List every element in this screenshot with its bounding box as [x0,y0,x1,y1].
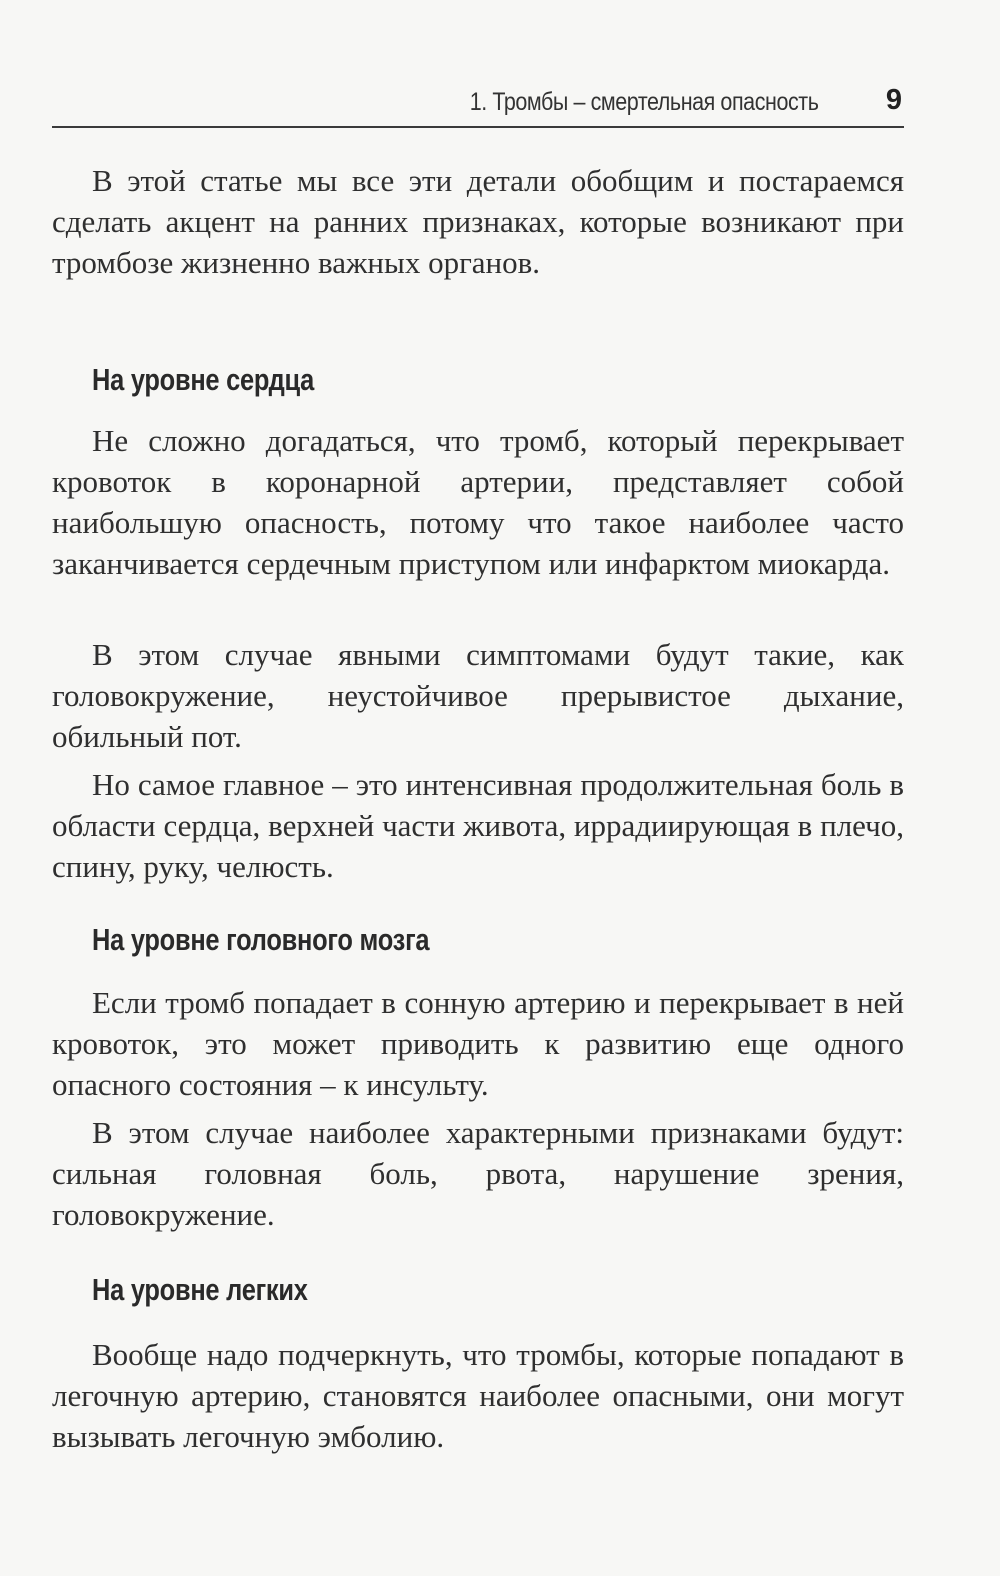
heart-paragraph-3: Но самое главное – это интенсивная продолжительная боль в области сердца, верхней части живота, иррадиирующая в плечо, спину, руку, челюсть. [52,767,904,884]
brain-paragraph-1: Если тромб попадает в сонную артерию и перекрывает в ней кровоток, это может приводить к развитию еще одного опасного состояния – к инсульту. [52,985,904,1102]
page-number: 9 [885,84,902,116]
section-heading-lungs: На уровне легких [92,1272,308,1307]
section-heading-heart: На уровне сердца [92,362,315,397]
brain-paragraph-2: В этом случае наиболее характерными признаками будут: сильная головная боль, рвота, нарушение зрения, головокружение. [52,1115,904,1232]
chapter-title: 1. Тромбы – смертельная опасность [469,88,818,116]
intro-paragraph: В этой статье мы все эти детали обобщим и постараемся сделать акцент на ранних признаках, которые возникают при тромбозе жизненно важных органов. [52,163,904,280]
section-heading-brain: На уровне головного мозга [92,922,430,957]
lungs-paragraph-1: Вообще надо подчеркнуть, что тромбы, которые попадают в легочную артерию, становятся наиболее опасными, они могут вызывать легочную эмболию. [52,1337,904,1454]
heart-paragraph-1: Не сложно догадаться, что тромб, который перекрывает кровоток в коронарной артерии, представляет собой наибольшую опасность, потому что такое наиболее часто заканчивается сердечным приступом или инфарктом миокарда. [52,423,904,581]
running-header [52,82,904,128]
heart-paragraph-2: В этом случае явными симптомами будут такие, как головокружение, неустойчивое прерывистое дыхание, обильный пот. [52,637,904,754]
